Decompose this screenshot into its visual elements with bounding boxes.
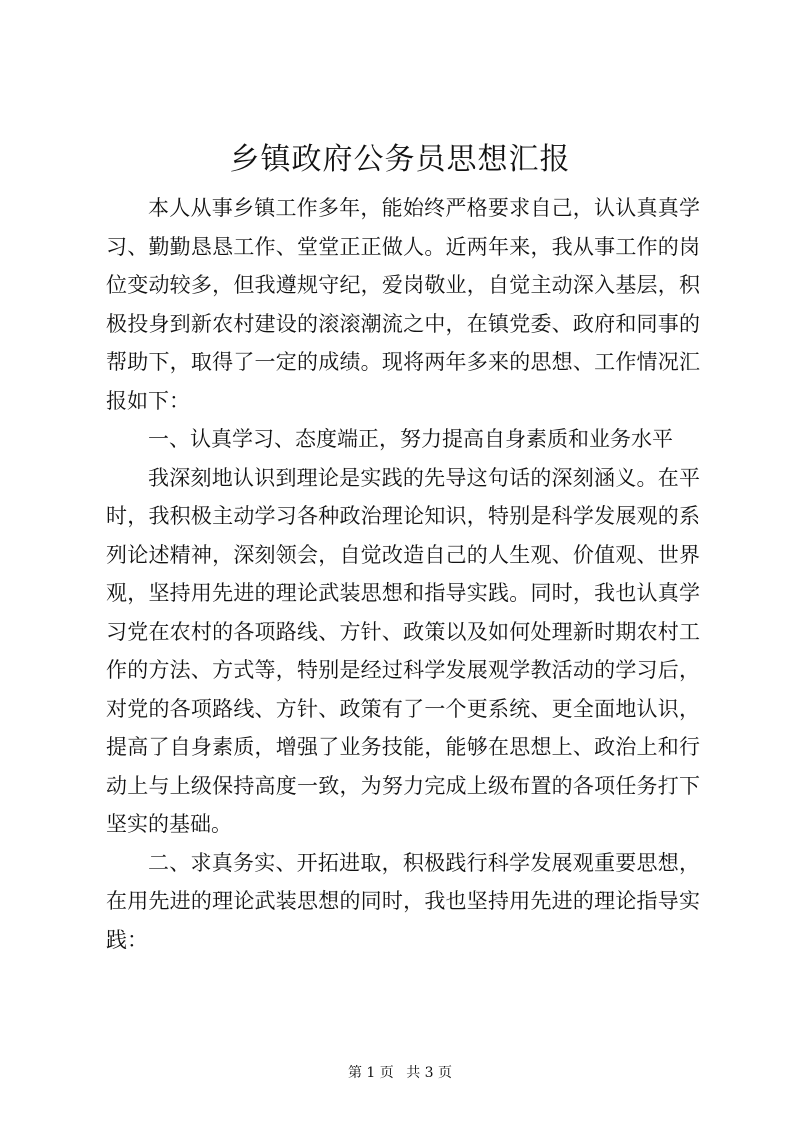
section-heading-1: 一、认真学习、态度端正，努力提高自身素质和业务水平: [148, 427, 673, 451]
paragraph-section-1: 我深刻地认识到理论是实践的先导这句话的深刻涵义。在平时，我积极主动学习各种政治理论知识，特别是科学发展观的系列论述精神，深刻领会，自觉改造自己的人生观、价值观、世界观，坚持用先进的理论武装思想和指导实践。同时，我也认真学习党在农村的各项路线、方针、政策以及如何处理新时期农村工作的方法、方式等，特别是经过科学发展观学教活动的学习后，对党的各项路线、方针、政策有了一个更系统、更全面地认识，提高了自身素质，增强了业务技能，能够在思想上、政治上和行动上与上级保持高度一致，为努力完成上级布置的各项任务打下坚实的基础。: [106, 465, 700, 836]
section-heading-2: 二、求真务实、开拓进取，积极践行科学发展观重要思想，在用先进的理论武装思想的同时，我也坚持用先进的理论指导实践：: [106, 850, 700, 952]
document-body: [106, 189, 700, 959]
page-total: 共 3 页: [406, 1065, 453, 1081]
document-title: 乡镇政府公务员思想汇报: [229, 142, 571, 177]
page-footer: [0, 1064, 800, 1082]
page-number: 第 1 页: [347, 1065, 394, 1081]
paragraph-intro: 本人从事乡镇工作多年，能始终严格要求自己，认认真真学习、勤勤恳恳工作、堂堂正正做人。近两年来，我从事工作的岗位变动较多，但我遵规守纪，爱岗敬业，自觉主动深入基层，积极投身到新农村建设的滚滚潮流之中，在镇党委、政府和同事的帮助下，取得了一定的成绩。现将两年多来的思想、工作情况汇报如下：: [106, 196, 700, 413]
